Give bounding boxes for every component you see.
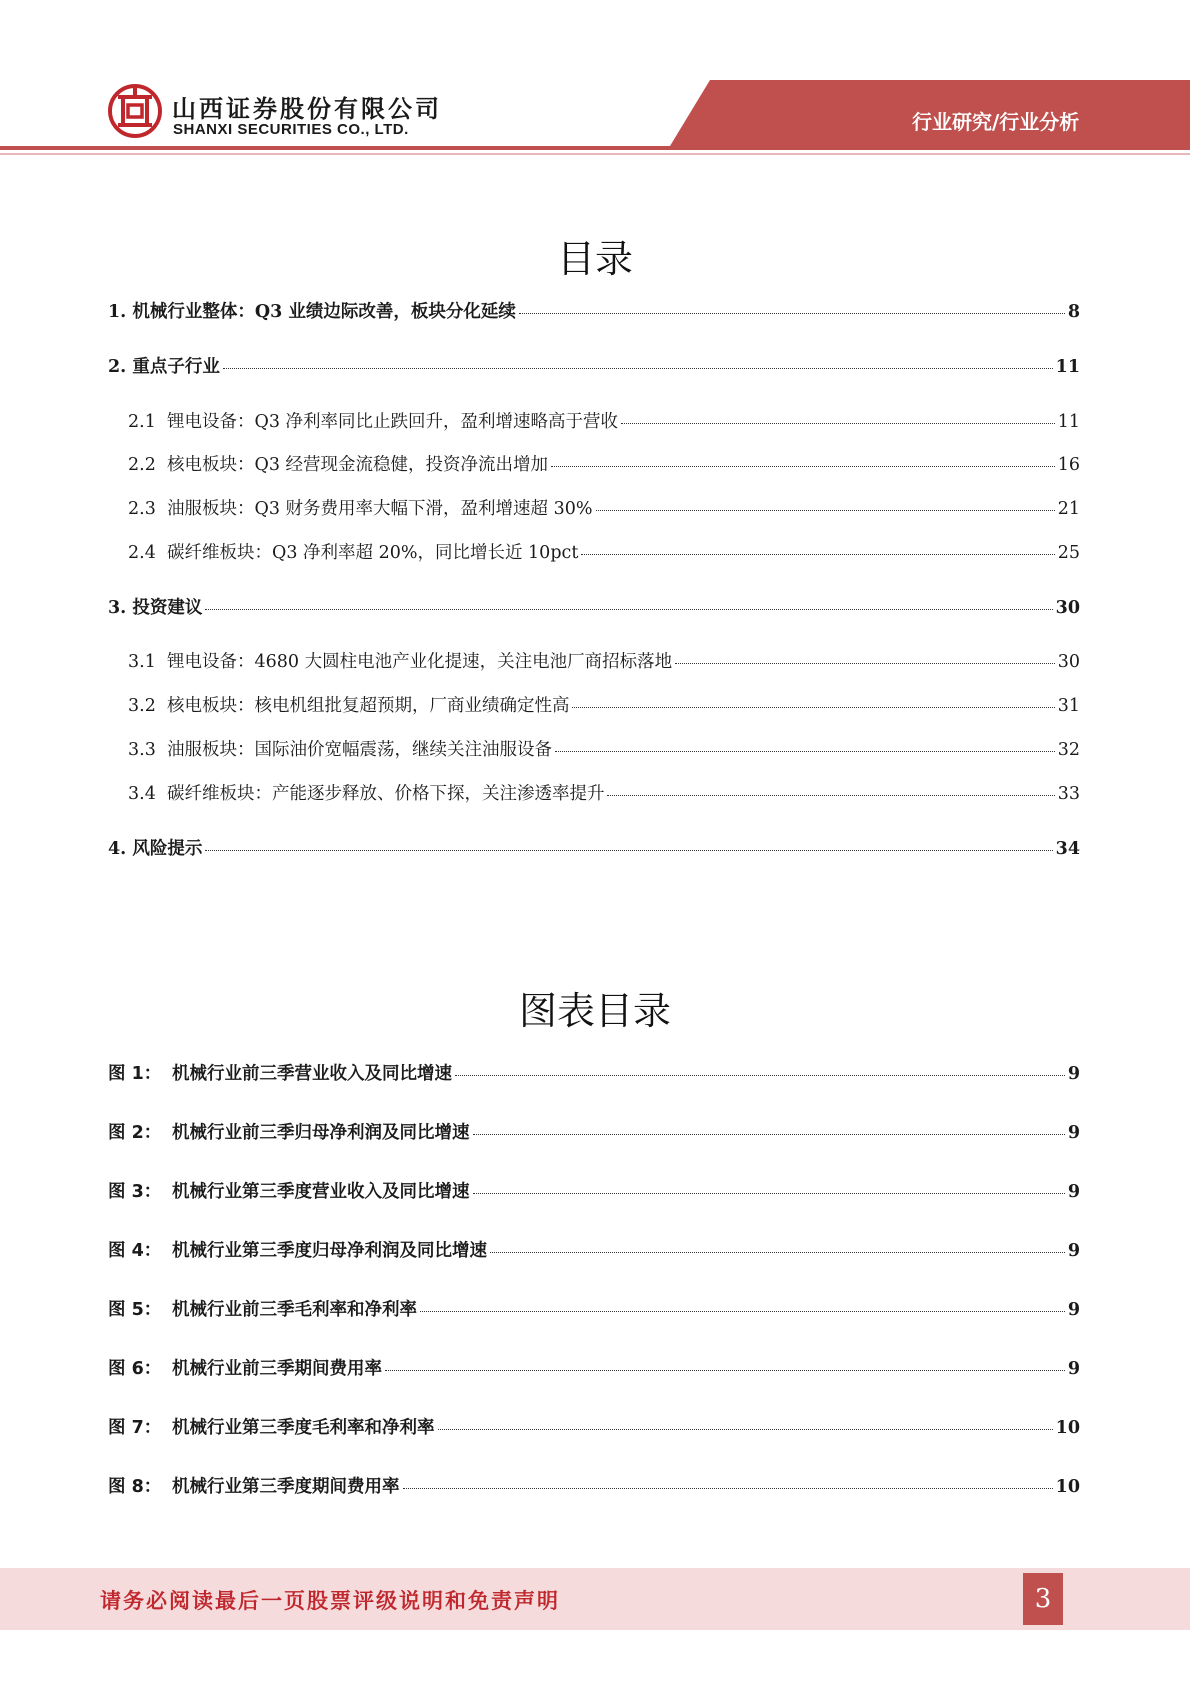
toc-leader-dots <box>473 1193 1065 1194</box>
toc-entry-number: 2.1 <box>128 412 156 432</box>
toc-entry[interactable] <box>108 353 1080 379</box>
toc-leader-dots <box>438 1429 1053 1430</box>
figure-list-title: 图表目录 <box>518 989 671 1033</box>
figure-entry-title: 机械行业第三季度营业收入及同比增速 <box>172 1182 470 1202</box>
figure-entry-page: 9 <box>1067 1359 1080 1379</box>
figure-entry[interactable] <box>108 1473 1080 1499</box>
toc-entry-number: 3.3 <box>128 740 156 760</box>
toc-entry-title: 重点子行业 <box>132 357 220 377</box>
figure-entry-page: 10 <box>1055 1477 1080 1497</box>
toc-entry-title: 核电板块：核电机组批复超预期，厂商业绩确定性高 <box>166 696 570 716</box>
toc-entry-number: 2.3 <box>128 499 156 519</box>
toc-entry-title: 油服板块：国际油价宽幅震荡，继续关注油服设备 <box>166 740 552 760</box>
toc-leader-dots <box>223 368 1053 369</box>
toc-entry-number: 1. <box>108 302 127 322</box>
figure-entry-label: 图 5： <box>108 1300 162 1320</box>
figure-entry-title: 机械行业第三季度归母净利润及同比增速 <box>172 1241 487 1261</box>
toc-leader-dots <box>555 751 1055 752</box>
toc-subentry[interactable] <box>128 648 1080 674</box>
toc-entry-page: 32 <box>1057 740 1080 760</box>
toc-entry-page: 30 <box>1057 652 1080 672</box>
toc-entry-number: 4. <box>108 839 127 859</box>
figure-entry[interactable] <box>108 1178 1080 1204</box>
toc-entry-page: 8 <box>1067 302 1080 322</box>
toc-entry-page: 30 <box>1055 598 1080 618</box>
toc-leader-dots <box>490 1252 1065 1253</box>
figure-entry-title: 机械行业第三季度期间费用率 <box>172 1477 400 1497</box>
toc-entry-title: 锂电设备：4680 大圆柱电池产业化提速，关注电池厂商招标落地 <box>166 652 673 672</box>
figure-entry-page: 9 <box>1067 1123 1080 1143</box>
toc-entry[interactable] <box>108 298 1080 324</box>
toc-subentry[interactable] <box>128 539 1080 565</box>
figure-entry-title: 机械行业前三季毛利率和净利率 <box>172 1300 417 1320</box>
toc-entry-title: 投资建议 <box>132 598 203 618</box>
toc-entry-number: 3.2 <box>128 696 156 716</box>
toc-leader-dots <box>607 795 1054 796</box>
figure-entry-label: 图 3： <box>108 1182 162 1202</box>
toc-entry-number: 3.4 <box>128 784 156 804</box>
report-type-label: 行业研究/行业分析 <box>912 110 1080 134</box>
toc-leader-dots <box>596 510 1055 511</box>
toc-subentry[interactable] <box>128 408 1080 434</box>
figure-entry-label: 图 6： <box>108 1359 162 1379</box>
toc-leader-dots <box>572 707 1054 708</box>
figure-entry-page: 10 <box>1055 1418 1080 1438</box>
shanxi-securities-logo-icon <box>108 84 162 138</box>
figure-entry-page: 9 <box>1067 1241 1080 1261</box>
company-name-en: SHANXI SECURITIES CO., LTD. <box>173 121 409 138</box>
figure-entry[interactable] <box>108 1237 1080 1263</box>
toc-leader-dots <box>581 554 1054 555</box>
figure-entry[interactable] <box>108 1296 1080 1322</box>
figure-entry-title: 机械行业前三季期间费用率 <box>172 1359 382 1379</box>
toc-leader-dots <box>455 1075 1065 1076</box>
figure-entry-label: 图 1： <box>108 1064 162 1084</box>
toc-entry-page: 33 <box>1057 784 1080 804</box>
toc-leader-dots <box>675 663 1055 664</box>
figure-entry-title: 机械行业第三季度毛利率和净利率 <box>172 1418 435 1438</box>
toc-entry-page: 16 <box>1057 455 1080 475</box>
toc-subentry[interactable] <box>128 780 1080 806</box>
toc-leader-dots <box>205 609 1052 610</box>
figure-entry-title: 机械行业前三季归母净利润及同比增速 <box>172 1123 470 1143</box>
toc-leader-dots <box>473 1134 1065 1135</box>
toc-entry[interactable] <box>108 835 1080 861</box>
toc-leader-dots <box>519 313 1065 314</box>
figure-entry-label: 图 7： <box>108 1418 162 1438</box>
company-name-cn: 山西证券股份有限公司 <box>172 95 442 123</box>
toc-leader-dots <box>403 1488 1053 1489</box>
toc-entry-number: 3. <box>108 598 127 618</box>
toc-leader-dots <box>621 423 1055 424</box>
figure-entry[interactable] <box>108 1414 1080 1440</box>
toc-entry-page: 31 <box>1057 696 1080 716</box>
toc-entry-title: 碳纤维板块：Q3 净利率超 20%，同比增长近 10pct <box>166 543 579 563</box>
toc-entry-title: 碳纤维板块：产能逐步释放、价格下探，关注渗透率提升 <box>166 784 605 804</box>
toc-entry-title: 锂电设备：Q3 净利率同比止跌回升，盈利增速略高于营收 <box>166 412 619 432</box>
toc-subentry[interactable] <box>128 692 1080 718</box>
figure-entry[interactable] <box>108 1060 1080 1086</box>
toc-entry-number: 3.1 <box>128 652 156 672</box>
toc-title: 目录 <box>556 237 633 281</box>
toc-subentry[interactable] <box>128 495 1080 521</box>
toc-entry-number: 2.2 <box>128 455 156 475</box>
toc-entry-number: 2.4 <box>128 543 156 563</box>
toc-entry-title: 机械行业整体：Q3 业绩边际改善，板块分化延续 <box>132 302 516 322</box>
toc-entry-page: 11 <box>1057 412 1080 432</box>
toc-leader-dots <box>420 1311 1065 1312</box>
toc-entry-page: 25 <box>1057 543 1080 563</box>
toc-entry-page: 21 <box>1057 499 1080 519</box>
figure-entry[interactable] <box>108 1355 1080 1381</box>
figure-entry[interactable] <box>108 1119 1080 1145</box>
toc-subentry[interactable] <box>128 736 1080 762</box>
page-header <box>0 0 1190 170</box>
figure-entry-page: 9 <box>1067 1182 1080 1202</box>
toc-entry-page: 34 <box>1055 839 1080 859</box>
figure-entry-label: 图 4： <box>108 1241 162 1261</box>
toc-entry-title: 油服板块：Q3 财务费用率大幅下滑，盈利增速超 30% <box>166 499 593 519</box>
toc-entry-number: 2. <box>108 357 127 377</box>
toc-leader-dots <box>205 850 1052 851</box>
toc-leader-dots <box>551 466 1055 467</box>
figure-entry-title: 机械行业前三季营业收入及同比增速 <box>172 1064 452 1084</box>
toc-entry-title: 风险提示 <box>132 839 203 859</box>
figure-entry-label: 图 8： <box>108 1477 162 1497</box>
figure-entry-page: 9 <box>1067 1064 1080 1084</box>
disclaimer-text: 请务必阅读最后一页股票评级说明和免责声明 <box>100 1588 560 1613</box>
toc-subentry[interactable] <box>128 451 1080 477</box>
toc-leader-dots <box>385 1370 1065 1371</box>
figure-entry-page: 9 <box>1067 1300 1080 1320</box>
toc-entry-title: 核电板块：Q3 经营现金流稳健，投资净流出增加 <box>166 455 549 475</box>
figure-entry-label: 图 2： <box>108 1123 162 1143</box>
toc-entry[interactable] <box>108 594 1080 620</box>
toc-entry-page: 11 <box>1055 357 1080 377</box>
page-number: 3 <box>1023 1573 1063 1625</box>
